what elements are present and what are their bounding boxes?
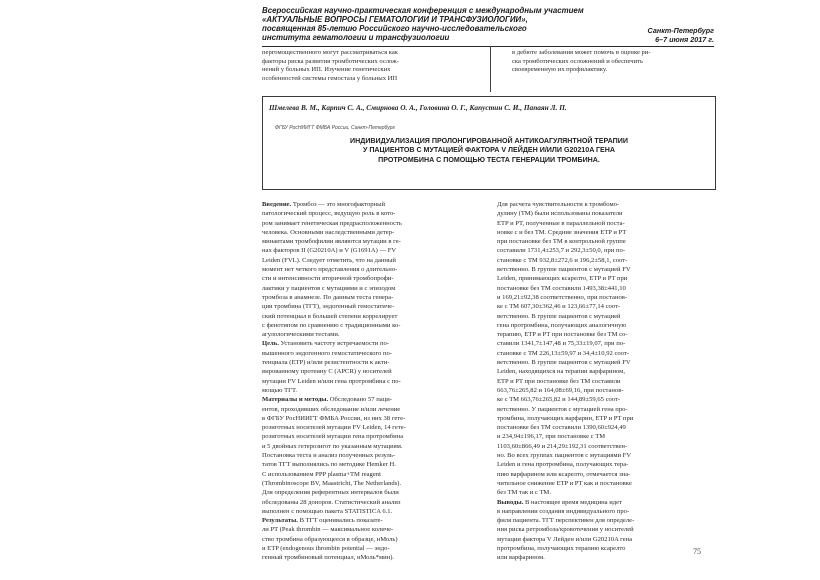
section-heading: Введение. bbox=[262, 201, 292, 208]
body-text: вированному протеину С (APCR) у носителей bbox=[262, 368, 392, 376]
header-line: посвященная 85-летию Российского научно-исследовательского bbox=[262, 24, 527, 33]
body-text: без ТМ так и с ТМ. bbox=[497, 489, 551, 497]
header-line: института гематологии и трансфузиологии bbox=[262, 33, 450, 42]
body-text: татов ТГТ выполнялись по методике Hemker H. bbox=[262, 461, 396, 469]
body-line bbox=[262, 256, 479, 265]
body-text: гена протромбина, получающих аналогичную bbox=[497, 321, 627, 329]
body-line bbox=[497, 535, 714, 544]
body-text: новке с и без ТМ. Средние значения ETP и PT bbox=[497, 228, 627, 236]
body-text: в направлении создания индивидуального про- bbox=[497, 507, 630, 515]
body-line bbox=[497, 395, 714, 404]
previous-article-left bbox=[262, 49, 467, 83]
body-line bbox=[497, 302, 714, 311]
body-text: ETP и PT при постановке без ТМ составили bbox=[497, 377, 621, 385]
body-text: филя пациента. ТГТ перспективен для определе- bbox=[497, 517, 635, 525]
body-text: ли PT (Peak thrombin — максимальное количе- bbox=[262, 526, 394, 534]
body-text: становке с ТМ 226,13±59,97 и 34,4±10,92 соот- bbox=[497, 349, 629, 357]
body-text: ветственно. В группе пациентов с мутацией bbox=[497, 312, 621, 320]
body-text: составили 1731,4±253,7 и 292,3±50,0, при по- bbox=[497, 247, 626, 255]
header-place-date bbox=[648, 26, 714, 44]
text-line: факторы риска развития тромботических ослож- bbox=[262, 57, 399, 65]
body-line bbox=[497, 451, 714, 460]
body-text: (Thrombinoscope BV, Maastricht, The Netherlands). bbox=[262, 479, 402, 487]
body-line bbox=[497, 237, 714, 246]
body-text: Leiden и гена протромбина, получающих тера- bbox=[497, 461, 629, 469]
body-line bbox=[497, 349, 714, 358]
affiliation: ФГБУ РосНИИГТ ФМБА России, Санкт-Петербург bbox=[275, 125, 396, 131]
body-text: нах факторов II (G20210A) и V (G1691A) — FV bbox=[262, 247, 397, 255]
section-heading: Цель. bbox=[262, 340, 279, 348]
body-text: ции тромбина (ТГТ), эндогенный гемостатиче- bbox=[262, 303, 395, 311]
body-line bbox=[497, 321, 714, 330]
body-line bbox=[497, 256, 714, 265]
body-text: минантами тромбофилии являются мутации в ге- bbox=[262, 238, 401, 246]
section-heading: Материалы и методы. bbox=[262, 396, 329, 404]
body-line bbox=[262, 330, 479, 339]
section-heading: Результаты. bbox=[262, 517, 298, 525]
body-line bbox=[262, 432, 479, 441]
text-line: особенностей системы гемостаза у больных ИП bbox=[262, 74, 398, 82]
body-line bbox=[497, 274, 714, 283]
body-line bbox=[497, 414, 714, 423]
body-text: тромбоза в анамнезе. По данным теста генера- bbox=[262, 293, 394, 301]
body-line bbox=[262, 274, 479, 283]
body-line bbox=[497, 498, 714, 507]
body-line bbox=[262, 395, 479, 404]
body-text: человека. Основными наследственными детер- bbox=[262, 228, 395, 236]
body-text: генный тромбиновый потенциал, нМоль*мин). bbox=[262, 554, 395, 562]
body-text: сти и интенсивности вторичной тромбопрофи- bbox=[262, 275, 394, 283]
body-text: С использованием PPP plasma+TM reagent bbox=[262, 470, 381, 478]
header-dates: 6–7 июня 2017 г. bbox=[655, 35, 714, 44]
title-line: У ПАЦИЕНТОВ С МУТАЦИЕЙ ФАКТОРА V ЛЕЙДЕН И/ИЛИ G20210A ГЕНА bbox=[362, 146, 616, 155]
body-text: Тромбоз — это многофакторный bbox=[291, 201, 386, 208]
body-line bbox=[497, 423, 714, 432]
body-line bbox=[262, 470, 479, 479]
body-text: ETP и PT, полученные в параллельной поста- bbox=[497, 219, 625, 227]
body-text: при постановке без ТМ в контрольной группе bbox=[497, 238, 626, 246]
body-line bbox=[497, 460, 714, 469]
body-text: Установить частоту встречаемости по- bbox=[278, 340, 389, 348]
body-line bbox=[262, 349, 479, 358]
previous-article-right bbox=[512, 49, 714, 75]
body-line bbox=[262, 386, 479, 395]
body-line bbox=[497, 516, 714, 525]
body-line bbox=[497, 553, 714, 562]
body-line bbox=[262, 442, 479, 451]
text-line: нений у больных ИП. Изучение генетических bbox=[262, 66, 391, 74]
body-line bbox=[262, 228, 479, 237]
body-text: Постановка теста и анализ полученных резуль- bbox=[262, 452, 396, 460]
body-line bbox=[497, 442, 714, 451]
body-text: 663,76±265,82 и 164,08±69,16, при постанов- bbox=[497, 386, 624, 394]
body-text: розиготных носителей мутации FV Leiden, 14 гете- bbox=[262, 424, 406, 432]
text-line: своевременную их профилактику. bbox=[512, 66, 608, 74]
body-text: и 169,21±92,38 соответственно, при постанов- bbox=[497, 293, 628, 301]
body-text: ке с ТМ 663,76±265,82 и 144,89±59,65 соот- bbox=[497, 396, 621, 404]
text-line: в дебюте заболевания может помочь в оценке ри- bbox=[512, 49, 651, 56]
body-line bbox=[497, 228, 714, 237]
body-line bbox=[262, 516, 479, 525]
body-line bbox=[262, 284, 479, 293]
article-title bbox=[263, 137, 715, 165]
body-line bbox=[262, 237, 479, 246]
body-column-right bbox=[497, 200, 714, 563]
body-line bbox=[497, 386, 714, 395]
body-text: и ETP (endogenous thrombin potential — эндо- bbox=[262, 544, 390, 552]
body-text: Leiden (FVL). Следует отметить, что на данный bbox=[262, 256, 396, 264]
body-text: с фенотипом по сравнению с традиционными ко- bbox=[262, 321, 401, 329]
header-line: Всероссийская научно-практическая конференция с международным участием bbox=[262, 6, 584, 15]
text-line: пергомощественного могут рассматриваться как bbox=[262, 49, 399, 56]
body-line bbox=[497, 358, 714, 367]
article-header-box bbox=[262, 96, 716, 190]
body-text: становке с ТМ 932,8±272,6 и 196,2±58,1, соот- bbox=[497, 256, 628, 264]
body-line bbox=[497, 367, 714, 376]
body-text: ставили 1341,7±147,48 и 75,33±19,07, при по- bbox=[497, 340, 626, 348]
body-line bbox=[497, 432, 714, 441]
body-line bbox=[497, 544, 714, 553]
body-line bbox=[262, 525, 479, 534]
body-line bbox=[497, 479, 714, 488]
body-line bbox=[262, 460, 479, 469]
body-line bbox=[262, 219, 479, 228]
body-text: тенциала (ETP) и/или резистентности к акти- bbox=[262, 359, 390, 367]
body-line bbox=[262, 414, 479, 423]
column-divider bbox=[490, 46, 491, 92]
body-line bbox=[262, 293, 479, 302]
body-line bbox=[262, 544, 479, 553]
body-line bbox=[262, 488, 479, 497]
body-line bbox=[497, 209, 714, 218]
body-text: Leiden, принимающих ксарелто, ETP и PT при bbox=[497, 275, 628, 283]
body-text: протромбина, получающих терапию ксарелто bbox=[497, 544, 626, 552]
body-text: 1103,60±866,49 и 214,29±192,31 соответствен- bbox=[497, 442, 628, 450]
body-text: ство тромбина образующееся в образце, нМоль) bbox=[262, 535, 398, 543]
body-line bbox=[262, 265, 479, 274]
body-text: и 234,94±196,17, при постановке с ТМ bbox=[497, 433, 606, 441]
header-line: «АКТУАЛЬНЫЕ ВОПРОСЫ ГЕМАТОЛОГИИ И ТРАНСФУЗИОЛОГИИ», bbox=[262, 15, 528, 24]
body-text: постановке без ТМ составили 1493,38±441,10 bbox=[497, 284, 626, 292]
body-text: Для определения референтных интервалов были bbox=[262, 489, 399, 497]
body-text: агулологическими тестами. bbox=[262, 331, 340, 339]
body-text: чительное снижение ETP и PT как и постановке bbox=[497, 479, 632, 487]
body-text: вышенного эндогенного гемостатического по- bbox=[262, 349, 393, 357]
body-text: мутации FV Leiden и/или гена протромбина с по- bbox=[262, 377, 401, 385]
body-line bbox=[262, 405, 479, 414]
body-line bbox=[262, 498, 479, 507]
body-line bbox=[262, 367, 479, 376]
title-line: ПРОТРОМБИНА С ПОМОЩЬЮ ТЕСТА ГЕНЕРАЦИИ ТРОМБИНА. bbox=[378, 155, 600, 164]
body-text: или варфарином. bbox=[497, 554, 545, 562]
body-line bbox=[262, 553, 479, 562]
authors: Шмелева В. М., Карпич С. А., Смирнова О. А., Головина О. Г., Капустин С. И., Папаян Л. П. bbox=[269, 103, 567, 112]
body-line bbox=[262, 377, 479, 386]
body-line bbox=[497, 488, 714, 497]
conference-title bbox=[262, 6, 612, 42]
header-city: Санкт-Петербург bbox=[647, 26, 714, 35]
body-text: мощью ТГТ. bbox=[262, 386, 297, 394]
body-text: В настоящее время медицина идет bbox=[523, 498, 622, 506]
body-text: патологический процесс, ведущую роль в кото- bbox=[262, 210, 396, 218]
body-text: постановке без ТМ составили 1390,60±924,49 bbox=[497, 424, 626, 432]
body-line bbox=[497, 265, 714, 274]
body-line bbox=[262, 535, 479, 544]
body-line bbox=[262, 423, 479, 432]
body-line bbox=[497, 219, 714, 228]
body-line bbox=[497, 312, 714, 321]
body-line bbox=[262, 200, 479, 209]
body-line bbox=[497, 507, 714, 516]
body-text: терапию, ETP и PT при постановке без ТМ со- bbox=[497, 331, 628, 339]
body-line bbox=[262, 246, 479, 255]
body-line bbox=[262, 358, 479, 367]
body-text: В ТГТ оценивались показате- bbox=[297, 517, 383, 525]
body-line bbox=[497, 200, 714, 209]
body-text: мутации фактора V Лейден и/или G20210A гена bbox=[497, 535, 633, 543]
body-text: Обследовано 57 паци- bbox=[328, 396, 392, 404]
body-line bbox=[497, 377, 714, 386]
body-line bbox=[497, 525, 714, 534]
body-text: в ФГБУ РосНИИГТ ФМБА России, из них 38 гете- bbox=[262, 414, 406, 422]
text-line: ска тромботических осложнений и обеспечить bbox=[512, 57, 644, 65]
body-text: пию варфарином или ксарелто, отмечается зна- bbox=[497, 470, 631, 478]
section-heading: Выводы. bbox=[497, 498, 524, 506]
body-line bbox=[497, 293, 714, 302]
body-column-left bbox=[262, 200, 479, 563]
body-text: ентов, проходивших обследование и/или лечение bbox=[262, 405, 401, 413]
body-line bbox=[262, 507, 479, 516]
body-line bbox=[262, 302, 479, 311]
body-line bbox=[497, 470, 714, 479]
body-line bbox=[497, 246, 714, 255]
body-text: ский потенциал в большей степени коррелирует bbox=[262, 312, 398, 320]
body-line bbox=[262, 339, 479, 348]
page-number: 75 bbox=[693, 547, 701, 556]
body-line bbox=[262, 451, 479, 460]
body-text: дулину (ТМ) были использованы показатели bbox=[497, 210, 623, 218]
body-line bbox=[262, 209, 479, 218]
body-text: тромбина, получающих варфарин, ETP и PT при bbox=[497, 414, 634, 422]
body-text: ветственно. В группе пациентов с мутацией FV bbox=[497, 359, 631, 367]
body-text: ветственно. У пациентов с мутацией гена про- bbox=[497, 405, 628, 413]
body-text: ветственно. В группе пациентов с мутацией FV bbox=[497, 266, 631, 274]
body-text: ром занимает генетическая предрасположенность bbox=[262, 219, 402, 227]
body-text: ния риска ретромбоза/кровотечения у носителей bbox=[497, 526, 634, 534]
body-line bbox=[497, 330, 714, 339]
body-text: розиготных носителей мутации гена протромбина bbox=[262, 433, 404, 441]
body-line bbox=[497, 405, 714, 414]
body-text: но. Во всех группах пациентов с мутациями FV bbox=[497, 452, 632, 460]
body-text: и 5 двойных гетерозигот по указанным мутациям. bbox=[262, 442, 403, 450]
body-text: Leiden, находящихся на терапии варфарином, bbox=[497, 368, 625, 376]
body-text: выполнен с помощью пакета STATISTICA 6.1. bbox=[262, 507, 393, 515]
running-header bbox=[262, 6, 714, 47]
body-line bbox=[262, 479, 479, 488]
title-line: ИНДИВИДУАЛИЗАЦИЯ ПРОЛОНГИРОВАННОЙ АНТИКОАГУЛЯНТНОЙ ТЕРАПИИ bbox=[350, 137, 628, 145]
body-text: момент нет четкого представления о длительно- bbox=[262, 266, 398, 274]
body-text: ке с ТМ 607,30±362,46 и 123,66±77,14 соот- bbox=[497, 303, 621, 311]
body-line bbox=[497, 284, 714, 293]
body-text: Для расчета чувствительности к тромбомо- bbox=[497, 201, 620, 208]
body-text: лактики у пациентов с мутациями и с эпизодом bbox=[262, 284, 396, 292]
body-line bbox=[262, 321, 479, 330]
body-line bbox=[262, 312, 479, 321]
body-text: обследованы 28 доноров. Статистический анализ bbox=[262, 498, 401, 506]
body-line bbox=[497, 339, 714, 348]
